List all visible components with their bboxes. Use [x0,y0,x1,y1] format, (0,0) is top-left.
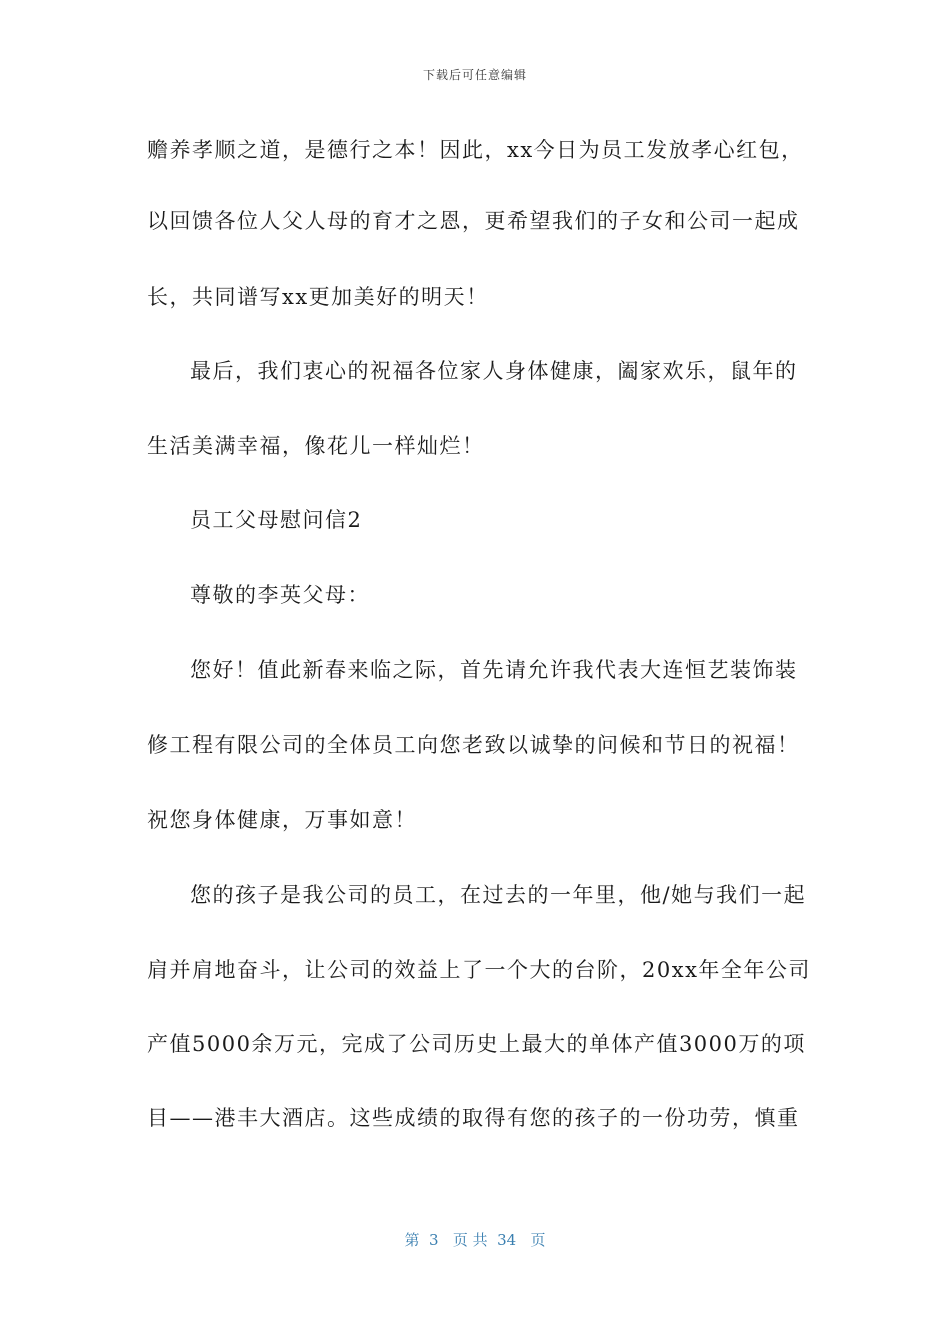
body-line-4: 最后，我们衷心的祝福各位家人身体健康，阖家欢乐，鼠年的 [190,359,798,383]
body-line-3: 长，共同谱写xx更加美好的明天！ [147,285,489,309]
body-line-11: 您的孩子是我公司的员工，在过去的一年里，他/她与我们一起 [190,883,807,907]
body-line-2: 以回馈各位人父人母的育才之恩，更希望我们的子女和公司一起成 [147,209,800,233]
section-title: 员工父母慰问信2 [190,508,363,532]
body-line-10: 祝您身体健康，万事如意！ [147,808,417,832]
body-line-9: 修工程有限公司的全体员工向您老致以诚挚的问候和节日的祝福！ [147,733,800,757]
body-line-8: 您好！值此新春来临之际，首先请允许我代表大连恒艺装饰装 [190,658,798,682]
body-line-13: 产值5000余万元，完成了公司历史上最大的单体产值3000万的项 [147,1032,806,1056]
body-line-14: 目——港丰大酒店。这些成绩的取得有您的孩子的一份功劳，慎重 [147,1106,800,1130]
header-note: 下载后可任意编辑 [422,68,527,82]
page-number: 第 3 页 共 34 页 [404,1231,546,1249]
salutation: 尊敬的李英父母： [190,583,370,607]
body-line-1: 赡养孝顺之道，是德行之本！因此，xx今日为员工发放孝心红包， [147,138,804,162]
body-line-5: 生活美满幸福，像花儿一样灿烂！ [147,434,485,458]
body-line-12: 肩并肩地奋斗，让公司的效益上了一个大的台阶，20xx年全年公司 [147,958,811,982]
